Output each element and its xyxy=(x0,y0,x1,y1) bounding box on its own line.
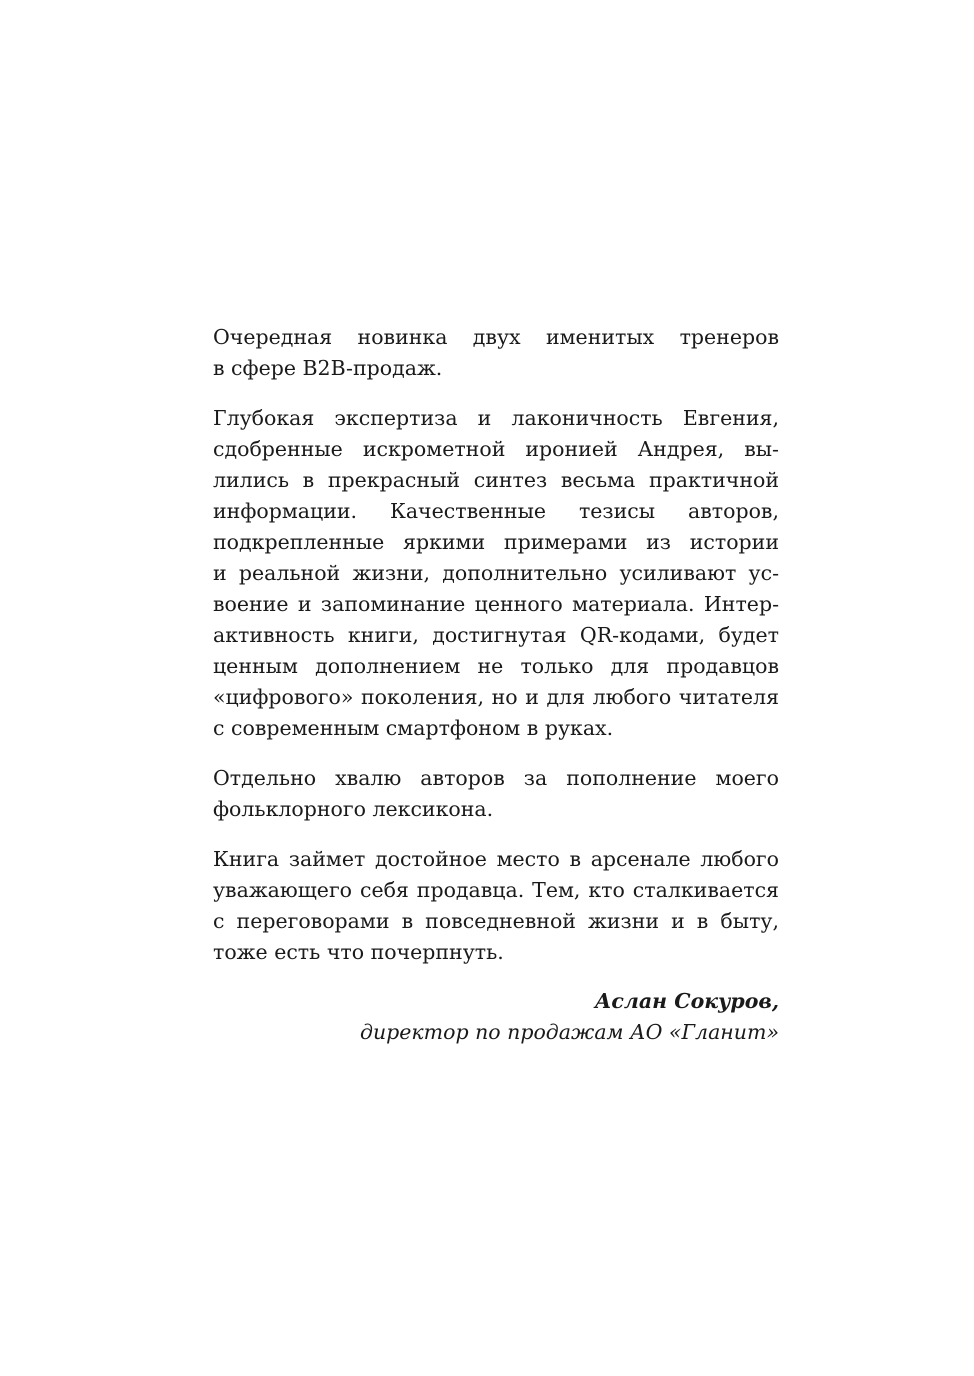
paragraph-line: Книга займет достойное место в арсенале любого xyxy=(213,847,779,871)
paragraph-line: ценным дополнением не только для продавцов xyxy=(213,654,779,678)
signature xyxy=(213,986,779,1048)
paragraph-line: активность книги, достигнутая QR-кодами, будет xyxy=(213,623,779,647)
paragraph-4 xyxy=(213,844,779,968)
paragraph-line: с переговорами в повседневной жизни и в быту, xyxy=(213,909,779,933)
paragraph-line: информации. Качественные тезисы авторов, xyxy=(213,499,779,523)
paragraph-line: с современным смартфоном в руках. xyxy=(213,716,614,740)
paragraph-line: «цифрового» поколения, но и для любого читателя xyxy=(213,685,779,709)
paragraph-line: Отдельно хвалю авторов за пополнение моего xyxy=(213,766,779,790)
paragraph-line: и реальной жизни, дополнительно усиливают ус- xyxy=(213,561,779,585)
review-text xyxy=(213,322,779,1048)
paragraph-line: сдобренные искрометной иронией Андрея, вы- xyxy=(213,437,779,461)
paragraph-line: Глубокая экспертиза и лаконичность Евгения, xyxy=(213,406,779,430)
paragraph-line: в сфере B2B-продаж. xyxy=(213,356,443,380)
signature-role: директор по продажам АО «Гланит» xyxy=(359,1020,779,1044)
signature-name: Аслан Сокуров, xyxy=(594,989,779,1013)
paragraph-line: тоже есть что почерпнуть. xyxy=(213,940,504,964)
paragraph-line: подкрепленные яркими примерами из истории xyxy=(213,530,779,554)
paragraph-line: воение и запоминание ценного материала. Интер- xyxy=(213,592,779,616)
paragraph-line: фольклорного лексикона. xyxy=(213,797,494,821)
paragraph-1 xyxy=(213,322,779,384)
paragraph-line: уважающего себя продавца. Тем, кто сталкивается xyxy=(213,878,779,902)
paragraph-3 xyxy=(213,763,779,825)
paragraph-2 xyxy=(213,403,779,744)
paragraph-line: лились в прекрасный синтез весьма практичной xyxy=(213,468,779,492)
paragraph-line: Очередная новинка двух именитых тренеров xyxy=(213,325,779,349)
